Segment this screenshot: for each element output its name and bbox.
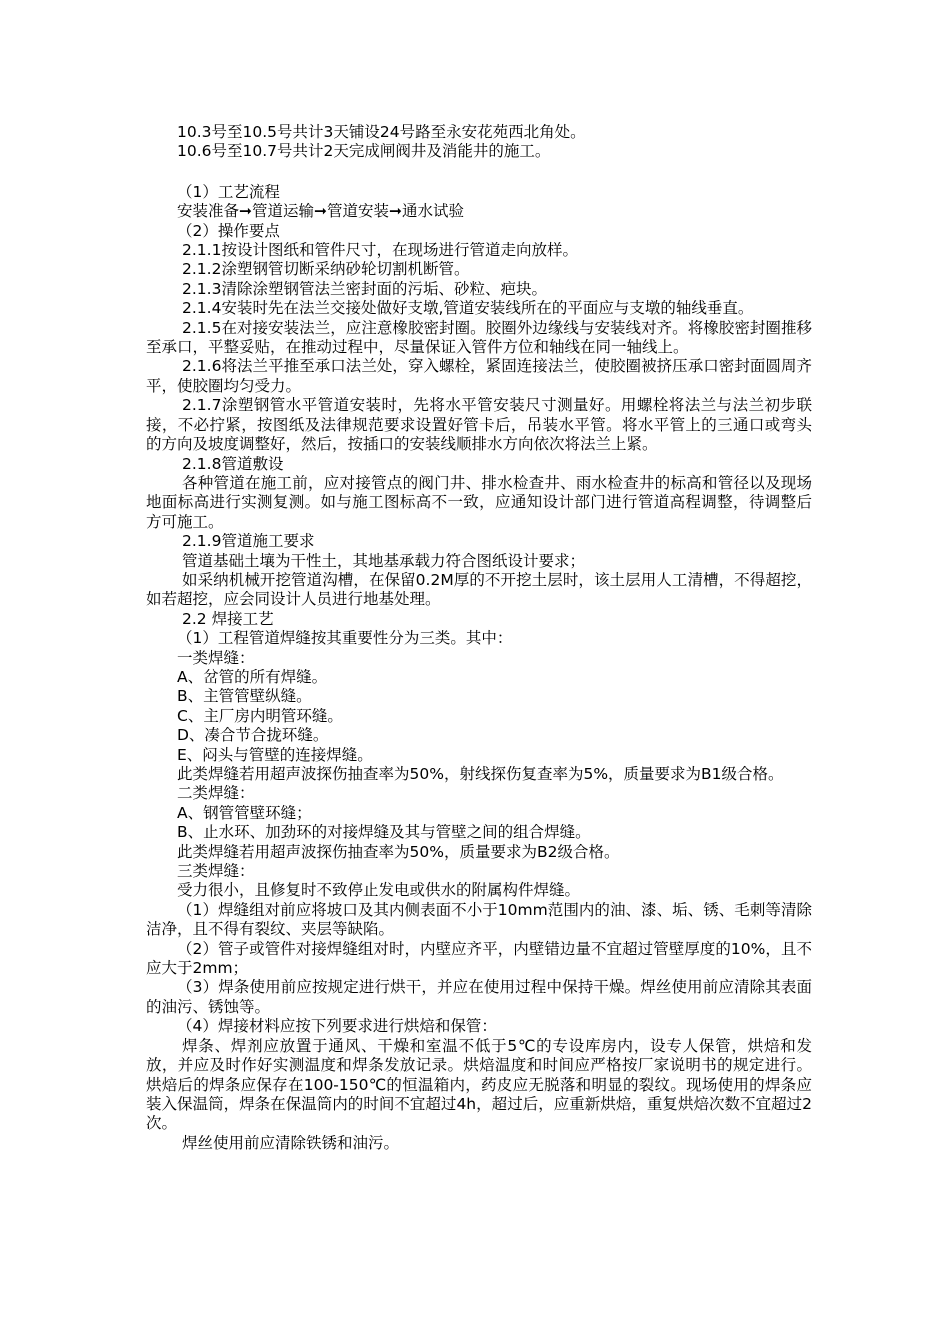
- paragraph-2-1-6: 2.1.6将法兰平推至承口法兰处，穿入螺栓，紧固连接法兰，使胶圈被挤压承口密封面圆周齐平，使胶圈均匀受力。: [146, 357, 812, 395]
- list-item-c: C、主厂房内明管环缝。: [177, 706, 343, 725]
- schedule-line-1: 10.3号至10.5号共计3天铺设24号路至永安花苑西北角处。: [177, 123, 586, 141]
- paragraph-class-two-inspection: 此类焊缝若用超声波探伤抽查率为50%，质量要求为B2级合格。: [177, 842, 620, 861]
- blank-spacer: [146, 162, 812, 183]
- paragraph-pipe-laying: 各种管道在施工前，应对接管点的阀门井、排水检查井、雨水检查井的标高和管径以及现场地面标高进行实测复测。如与施工图标高不一致，应通知设计部门进行管道高程调整，待调整后方可施工。: [146, 473, 812, 531]
- label-class-two-welds: 二类焊缝：: [177, 784, 255, 803]
- list-item-b-2: B、止水环、加劲环的对接焊缝及其与管壁之间的组合焊缝。: [177, 823, 591, 842]
- label-class-three-welds: 三类焊缝：: [177, 862, 255, 881]
- list-item-a-2: A、钢管管壁环缝；: [177, 803, 312, 822]
- list-item-e: E、闷头与管壁的连接焊缝。: [177, 745, 373, 764]
- list-item-b: B、主管管壁纵缝。: [177, 687, 312, 706]
- paragraph-electrode-storage: 焊条、焊剂应放置于通风、干燥和室温不低于5℃的专设库房内，设专人保管，烘焙和发放，并应及时作好实测温度和焊条发放记录。烘焙温度和时间应严格按厂家说明书的规定进行。烘焙后的焊条应保存在100-150℃的恒温箱内，药皮应无脱落和明显的裂纹。现场使用的焊条应装入保温筒，焊条在保温筒内的时间不宜超过4h，超过后，应重新烘焙，重复烘焙次数不宜超过2次。: [146, 1036, 812, 1133]
- heading-process-flow: （1）工艺流程: [177, 182, 280, 201]
- paragraph-2-1-5: 2.1.5在对接安装法兰，应注意橡胶密封圈。胶圈外边缘线与安装线对齐。将橡胶密封圈推移至承口，平整妥贴，在推动过程中，尽量保证入管件方位和轴线在同一轴线上。: [146, 318, 812, 357]
- paragraph-weld-prep-3: （3）焊条使用前应按规定进行烘干，并应在使用过程中保持干燥。焊丝使用前应清除其表面的油污、锈蚀等。: [146, 978, 812, 1016]
- paragraph-2-1-4: 2.1.4安装时先在法兰交接处做好支墩,管道安装线所在的平面应与支墩的轴线垂直。: [182, 299, 754, 318]
- paragraph-weld-prep-2: （2）管子或管件对接焊缝组对时，内壁应齐平，内壁错边量不宜超过管壁厚度的10%，且不应大于2mm；: [146, 939, 812, 978]
- paragraph-weld-prep-1: （1）焊缝组对前应将坡口及其内侧表面不小于10mm范围内的油、漆、垢、锈、毛刺等清除洁净，且不得有裂纹、夹层等缺陷。: [146, 900, 812, 939]
- paragraph-class-one-inspection: 此类焊缝若用超声波探伤抽查率为50%，射线探伤复查率为5%，质量要求为B1级合格。: [177, 765, 784, 783]
- heading-2-1-9: 2.1.9管道施工要求: [182, 532, 315, 551]
- heading-2-1-8: 2.1.8管道敷设: [182, 454, 284, 473]
- document-body: [146, 123, 812, 1153]
- label-class-one-welds: 一类焊缝：: [177, 648, 255, 667]
- list-item-d: D、凑合节合拢环缝。: [177, 726, 329, 745]
- heading-welding-process: 2.2 焊接工艺: [182, 609, 274, 628]
- paragraph-wire-cleaning: 焊丝使用前应清除铁锈和油污。: [182, 1133, 400, 1152]
- paragraph-2-1-7: 2.1.7涂塑钢管水平管道安装时，先将水平管安装尺寸测量好。用螺栓将法兰与法兰初步联接，不必拧紧，按图纸及法律规范要求设置好管卡后，吊装水平管。将水平管上的三通口或弯头的方向及坡度调整好，然后，按插口的安装线顺排水方向依次将法兰上紧。: [146, 396, 812, 454]
- process-flow-steps: 安装准备➞管道运输➞管道安装➞通水试验: [177, 202, 464, 221]
- paragraph-excavation: 如采纳机械开挖管道沟槽，在保留0.2M厚的不开挖土层时，该土层用人工清槽，不得超挖，如若超挖，应会同设计人员进行地基处理。: [146, 570, 812, 609]
- paragraph-2-1-1: 2.1.1按设计图纸和管件尺寸，在现场进行管道走向放样。: [182, 241, 578, 260]
- paragraph-2-1-2: 2.1.2涂塑钢管切断采纳砂轮切割机断管。: [182, 260, 470, 279]
- paragraph-2-1-3: 2.1.3清除涂塑钢管法兰密封面的污垢、砂粒、疤块。: [182, 279, 547, 298]
- schedule-line-2: 10.6号至10.7号共计2天完成闸阀井及消能井的施工。: [177, 142, 551, 161]
- list-item-a: A、岔管的所有焊缝。: [177, 667, 328, 686]
- heading-operation-points: （2）操作要点: [177, 221, 280, 240]
- paragraph-soil: 管道基础土壤为干性土，其地基承载力符合图纸设计要求；: [182, 551, 586, 570]
- paragraph-class-three: 受力很小，且修复时不致停止发电或供水的附属构件焊缝。: [177, 881, 581, 900]
- paragraph-weld-prep-4: （4）焊接材料应按下列要求进行烘焙和保管：: [177, 1017, 497, 1036]
- paragraph-weld-classes: （1）工程管道焊缝按其重要性分为三类。其中：: [177, 629, 513, 648]
